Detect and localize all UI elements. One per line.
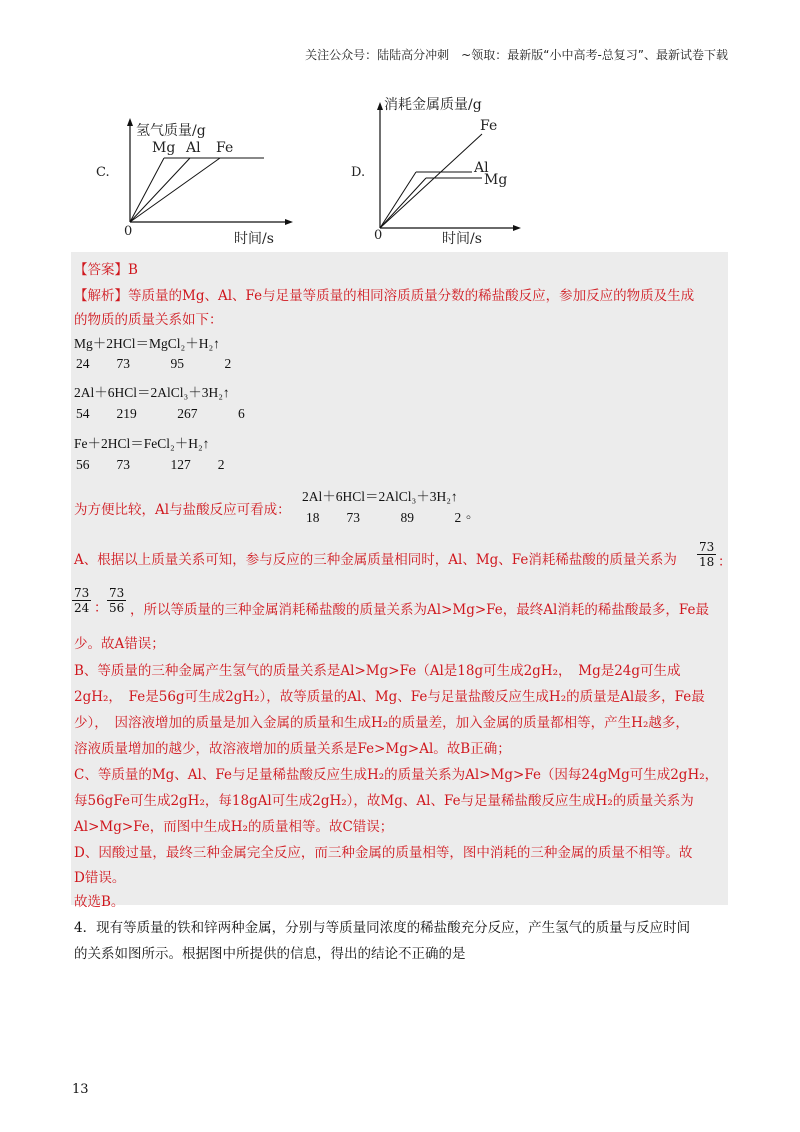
graph-d-option-label: D. bbox=[351, 165, 366, 180]
graph-c-x-arrow bbox=[285, 219, 293, 225]
graph-d-curve-label-mg: Mg bbox=[484, 172, 508, 188]
fraction-numerator: 73 bbox=[109, 586, 125, 600]
option-c-line-2: 每56gFe可生成2gH₂，每18gAl可生成2gH₂），故Mg、Al、Fe与足量稀盐酸反应生成H₂的质量关系为 bbox=[74, 793, 694, 809]
fraction-separator-2: ： bbox=[94, 600, 108, 616]
graph-c-option-label: C. bbox=[96, 165, 110, 180]
fraction-73-18 bbox=[697, 540, 716, 569]
fraction-separator-1: ： bbox=[718, 554, 732, 570]
option-b-line-2: 2gH₂， Fe是56g可生成2gH₂），故等质量的Al、Mg、Fe与足量盐酸反应生成H₂的质量是Al最多，Fe最 bbox=[74, 689, 705, 705]
graph-d-ylabel: 消耗金属质量/g bbox=[384, 97, 482, 113]
graph-c-ylabel: 氢气质量/g bbox=[136, 123, 206, 139]
fraction-numerator: 73 bbox=[74, 586, 90, 600]
graph-c-y-arrow bbox=[127, 118, 133, 126]
option-c-line-1: C、等质量的Mg、Al、Fe与足量稀盐酸反应生成H₂的质量关系为Al>Mg>Fe（因每24gMg可生成2gH₂， bbox=[74, 767, 719, 783]
graph-c-curve-label-mg: Mg bbox=[152, 140, 176, 156]
equation-mg: Mg＋2HCl＝MgCl₂＋H₂↑ bbox=[74, 336, 220, 351]
graph-d-plot bbox=[350, 92, 530, 247]
graph-d-xlabel: 时间/s bbox=[442, 231, 482, 247]
equation-end-period: 。 bbox=[466, 506, 480, 521]
graph-d-origin: 0 bbox=[374, 228, 383, 243]
conclusion: 故选B。 bbox=[74, 894, 125, 910]
option-a-text-1: A、根据以上质量关系可知，参与反应的三种金属质量相同时，Al、Mg、Fe消耗稀盐酸的质量关系为 bbox=[74, 552, 677, 568]
option-a-line-1 bbox=[74, 548, 677, 568]
graph-d-curve-label-al: Al bbox=[474, 160, 489, 176]
question-4-line-2: 的关系如图所示。根据图中所提供的信息，得出的结论不正确的是 bbox=[74, 946, 466, 962]
equation-al-masses: 54 219 267 6 bbox=[76, 406, 245, 421]
fraction-73-24 bbox=[72, 586, 91, 615]
option-d-line-2: D错误。 bbox=[74, 870, 126, 886]
graph-c-mg-curve bbox=[130, 158, 164, 222]
fraction-denominator: 18 bbox=[699, 555, 715, 569]
graph-c bbox=[94, 110, 294, 245]
compare-text: 为方便比较，Al与盐酸反应可看成： bbox=[74, 502, 291, 518]
page-number: 13 bbox=[72, 1082, 89, 1097]
analysis-line-1: 【解析】等质量的Mg、Al、Fe与足量等质量的相同溶质质量分数的稀盐酸反应，参加反应的物质及生成 bbox=[74, 288, 695, 304]
graph-d-y-arrow bbox=[377, 102, 383, 110]
option-a-line-2: ，所以等质量的三种金属消耗稀盐酸的质量关系为Al>Mg>Fe，最终Al消耗的稀盐酸最多，Fe最 bbox=[130, 602, 709, 618]
question-4-line-1: 4．现有等质量的铁和锌两种金属，分别与等质量同浓度的稀盐酸充分反应，产生氢气的质量与反应时间 bbox=[74, 920, 691, 936]
graph-c-xlabel: 时间/s bbox=[234, 231, 274, 247]
fraction-73-56 bbox=[107, 586, 126, 615]
option-c-line-3: Al>Mg>Fe，而图中生成H₂的质量相等。故C错误； bbox=[74, 819, 394, 835]
option-b-line-4: 溶液质量增加的越少，故溶液增加的质量关系是Fe>Mg>Al。故B正确； bbox=[74, 741, 511, 757]
graph-c-al-curve bbox=[130, 158, 190, 222]
equation-mg-masses: 24 73 95 2 bbox=[76, 356, 232, 371]
answer-label: 【答案】B bbox=[74, 262, 138, 278]
fraction-denominator: 56 bbox=[109, 601, 125, 615]
option-d-line-1: D、因酸过量，最终三种金属完全反应，而三种金属的质量相等，图中消耗的三种金属的质量不相等。故 bbox=[74, 845, 693, 861]
equation-al-simplified: 2Al＋6HCl＝2AlCl₃＋3H₂↑ bbox=[302, 489, 458, 504]
graph-c-fe-curve bbox=[130, 158, 220, 222]
option-a-line-3: 少。故A错误； bbox=[74, 636, 165, 652]
fraction-denominator: 24 bbox=[74, 601, 90, 615]
analysis-line-2: 的物质的质量关系如下： bbox=[74, 312, 223, 328]
graph-d-fe-curve bbox=[380, 134, 482, 228]
equation-fe-masses: 56 73 127 2 bbox=[76, 457, 225, 472]
fraction-numerator: 73 bbox=[699, 540, 715, 554]
graph-d bbox=[350, 92, 530, 247]
equation-al-simplified-masses: 18 73 89 2 bbox=[306, 510, 462, 525]
graph-c-curve-label-al: Al bbox=[186, 140, 201, 156]
equation-al: 2Al＋6HCl＝2AlCl₃＋3H₂↑ bbox=[74, 385, 230, 400]
page-header: 关注公众号：陆陆高分冲刺 ~领取：最新版“小中高考-总复习”、最新试卷下载 bbox=[305, 48, 728, 62]
option-b-line-3: 少）， 因溶液增加的质量是加入金属的质量和生成H₂的质量差，加入金属的质量都相等，产生H₂越多， bbox=[74, 715, 689, 731]
graph-d-mg-curve bbox=[380, 178, 426, 228]
option-b-line-1: B、等质量的三种金属产生氢气的质量关系是Al>Mg>Fe（Al是18g可生成2gH₂， Mg是24g可生成 bbox=[74, 663, 681, 679]
graph-d-curve-label-fe: Fe bbox=[480, 118, 498, 134]
equation-fe: Fe＋2HCl＝FeCl₂＋H₂↑ bbox=[74, 436, 210, 451]
graph-c-curve-label-fe: Fe bbox=[216, 140, 234, 156]
graph-c-origin: 0 bbox=[124, 224, 133, 239]
graph-d-x-arrow bbox=[513, 225, 521, 231]
